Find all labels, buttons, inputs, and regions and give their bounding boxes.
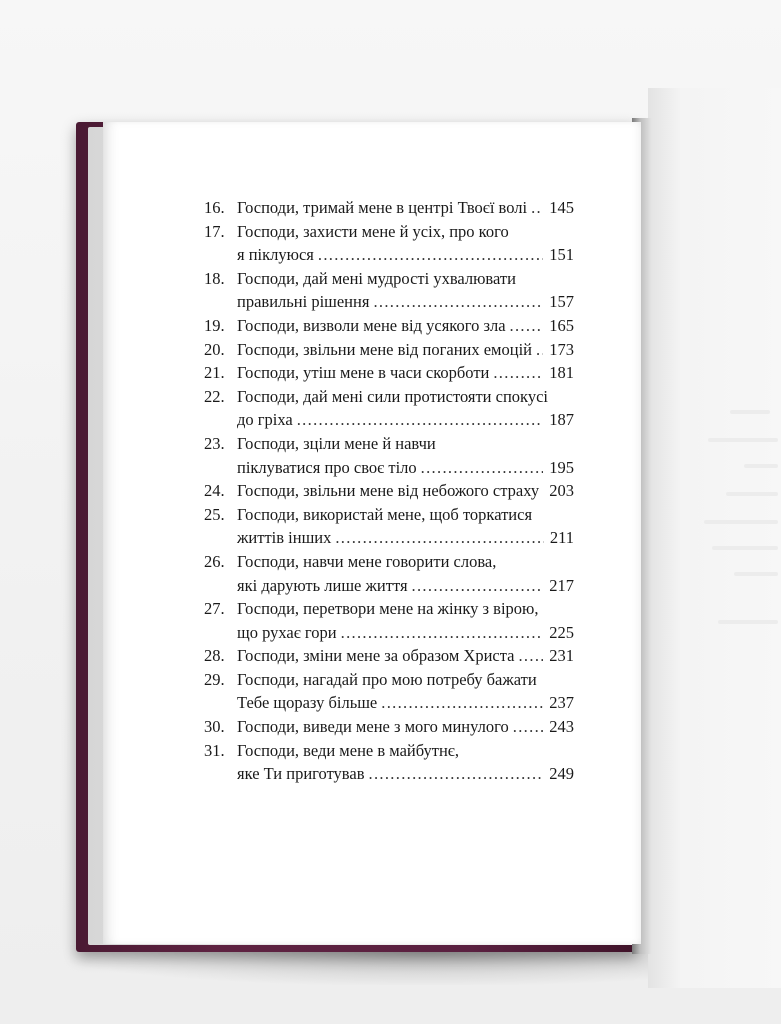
- toc-entry-leader-line: [237, 526, 574, 550]
- toc-entry-line: [204, 691, 574, 715]
- toc-entry-line: [204, 314, 574, 338]
- toc-entry-line: [204, 479, 574, 503]
- toc-entry-leader-line: [237, 644, 574, 668]
- toc-entry-page-number: 165: [549, 315, 574, 335]
- ghost-text-line: [704, 520, 778, 524]
- toc-entry: [204, 432, 574, 479]
- toc-entry-page-number: 237: [549, 693, 574, 713]
- dot-leader: [369, 762, 544, 786]
- toc-entry: [204, 503, 574, 550]
- toc-entry-title: Тебе щоразу більше: [237, 693, 378, 713]
- toc-entry-leader-line: [237, 361, 574, 385]
- toc-entry: [204, 361, 574, 385]
- toc-entry-title: Господи, виведи мене з мого минулого: [237, 717, 509, 737]
- toc-entry-title: Господи, звільни мене від небожого страху: [237, 481, 540, 501]
- toc-entry-line: [204, 220, 574, 244]
- toc-entry: [204, 597, 574, 644]
- toc-entry: [204, 267, 574, 314]
- dot-leader: [536, 338, 543, 362]
- toc-entry-line: [204, 456, 574, 480]
- toc-entry: [204, 385, 574, 432]
- ghost-text-line: [708, 438, 778, 442]
- toc-entry-page-number: 157: [549, 292, 574, 312]
- toc-entry-line: [204, 715, 574, 739]
- toc-entry-title: Господи, використай мене, щоб торкатися: [237, 504, 533, 524]
- toc-entry-page-number: 211: [549, 528, 574, 548]
- toc-entry-page-number: 203: [549, 481, 574, 501]
- toc-entry-line: [204, 408, 574, 432]
- toc-entry-line: [204, 762, 574, 786]
- toc-entry-page-number: 243: [549, 717, 574, 737]
- toc-entry-line: [204, 668, 574, 692]
- toc-entry-number: 24.: [204, 481, 225, 501]
- toc-entry-title: до гріха: [237, 410, 293, 430]
- toc-entry-line: [204, 503, 574, 527]
- toc-entry-number: 21.: [204, 363, 225, 383]
- toc-entry-line: [204, 267, 574, 291]
- toc-entry-title: Господи, перетвори мене на жінку з вірою,: [237, 599, 539, 619]
- toc-entry-number: 29.: [204, 669, 225, 689]
- toc-entry: [204, 338, 574, 362]
- dot-leader: [297, 408, 544, 432]
- toc-entry-title: яке Ти приготував: [237, 764, 365, 784]
- toc-entry-title: які дарують лише життя: [237, 575, 408, 595]
- dot-leader: [531, 196, 543, 220]
- toc-entry-number: 31.: [204, 740, 225, 760]
- toc-entry-line: [204, 597, 574, 621]
- dot-leader: [381, 691, 543, 715]
- toc-entry-leader-line: [237, 290, 574, 314]
- toc-entry-title: я піклуюся: [237, 245, 314, 265]
- toc-entry: [204, 644, 574, 668]
- toc-entry-line: [204, 243, 574, 267]
- toc-entry-number: 23.: [204, 433, 225, 453]
- toc-entry-leader-line: [237, 456, 574, 480]
- toc-entry: [204, 220, 574, 267]
- toc-entry-title: Господи, дай мені мудрості ухвалювати: [237, 268, 516, 288]
- dot-leader: [513, 715, 543, 739]
- toc-entry: [204, 314, 574, 338]
- dot-leader: [318, 243, 543, 267]
- toc-entry-line: [204, 621, 574, 645]
- toc-entry-line: [204, 574, 574, 598]
- right-page: [648, 88, 781, 988]
- toc-entry-leader-line: [237, 691, 574, 715]
- toc-entry-number: 20.: [204, 339, 225, 359]
- table-of-contents: [204, 196, 574, 786]
- toc-entry-page-number: 181: [549, 363, 574, 383]
- toc-entry-number: 25.: [204, 504, 225, 524]
- ghost-text-line: [726, 492, 778, 496]
- toc-entry: [204, 196, 574, 220]
- toc-entry-leader-line: [237, 574, 574, 598]
- toc-entry-line: [204, 526, 574, 550]
- toc-entry: [204, 479, 574, 503]
- toc-entry: [204, 668, 574, 715]
- toc-entry-number: 22.: [204, 386, 225, 406]
- toc-entry-title: що рухає гори: [237, 622, 337, 642]
- toc-entry-title: Господи, захисти мене й усіх, про кого: [237, 221, 509, 241]
- toc-entry-page-number: 225: [549, 622, 574, 642]
- dot-leader: [493, 361, 543, 385]
- toc-entry-title: Господи, звільни мене від поганих емоцій: [237, 339, 532, 359]
- toc-entry-line: [204, 432, 574, 456]
- toc-entry-page-number: 195: [549, 457, 574, 477]
- toc-entry-title: Господи, нагадай про мою потребу бажати: [237, 669, 537, 689]
- toc-entry: [204, 715, 574, 739]
- toc-entry-title: Господи, дай мені сили протистояти спокусі: [237, 386, 548, 406]
- toc-entry-title: Господи, веди мене в майбутнє,: [237, 740, 460, 760]
- toc-entry-page-number: 231: [549, 646, 574, 666]
- toc-entry-number: 26.: [204, 551, 225, 571]
- toc-entry-page-number: 217: [549, 575, 574, 595]
- toc-entry-line: [204, 361, 574, 385]
- toc-entry-number: 27.: [204, 599, 225, 619]
- toc-entry-title: Господи, навчи мене говорити слова,: [237, 551, 497, 571]
- toc-entry-number: 17.: [204, 221, 225, 241]
- toc-entry-line: [204, 196, 574, 220]
- dot-leader: [412, 574, 544, 598]
- toc-entry-line: [204, 385, 574, 409]
- toc-entry-leader-line: [237, 408, 574, 432]
- toc-entry-title: Господи, визволи мене від усякого зла: [237, 315, 506, 335]
- dot-leader: [510, 314, 544, 338]
- toc-entry-page-number: 249: [549, 764, 574, 784]
- toc-entry-leader-line: [237, 715, 574, 739]
- toc-entry: [204, 739, 574, 786]
- toc-entry-line: [204, 739, 574, 763]
- toc-entry-title: правильні рішення: [237, 292, 370, 312]
- toc-entry-number: 28.: [204, 646, 225, 666]
- toc-entry-title: життів інших: [237, 528, 332, 548]
- toc-entry-leader-line: [237, 479, 574, 503]
- toc-entry: [204, 550, 574, 597]
- dot-leader: [341, 621, 544, 645]
- ghost-text-line: [744, 464, 778, 468]
- toc-entry-title: Господи, утіш мене в часи скорботи: [237, 363, 490, 383]
- toc-entry-leader-line: [237, 621, 574, 645]
- toc-entry-line: [204, 550, 574, 574]
- dot-leader: [518, 644, 543, 668]
- toc-entry-number: 16.: [204, 198, 225, 217]
- toc-entry-page-number: 187: [549, 410, 574, 430]
- ghost-text-line: [718, 620, 778, 624]
- toc-entry-line: [204, 290, 574, 314]
- toc-entry-number: 19.: [204, 315, 225, 335]
- toc-entry-leader-line: [237, 314, 574, 338]
- toc-entry-line: [204, 644, 574, 668]
- toc-entry-leader-line: [237, 243, 574, 267]
- toc-entry-number: 18.: [204, 268, 225, 288]
- toc-entry-title: Господи, зціли мене й навчи: [237, 433, 436, 453]
- toc-entry-number: 30.: [204, 717, 225, 737]
- toc-entry-page-number: 145: [549, 198, 574, 217]
- ghost-text-line: [734, 572, 778, 576]
- dot-leader: [335, 526, 544, 550]
- dot-leader: [373, 290, 543, 314]
- toc-entry-page-number: 173: [549, 339, 574, 359]
- ghost-text-line: [730, 410, 770, 414]
- toc-entry-leader-line: [237, 338, 574, 362]
- toc-entry-line: [204, 338, 574, 362]
- toc-entry-leader-line: [237, 762, 574, 786]
- toc-entry-leader-line: [237, 196, 574, 220]
- dot-leader: [421, 456, 544, 480]
- ghost-text-line: [712, 546, 778, 550]
- toc-entry-title: Господи, тримай мене в центрі Твоєї волі: [237, 198, 528, 217]
- toc-entry-title: Господи, зміни мене за образом Христа: [237, 646, 515, 666]
- toc-entry-page-number: 151: [549, 245, 574, 265]
- toc-entry-title: піклуватися про своє тіло: [237, 457, 417, 477]
